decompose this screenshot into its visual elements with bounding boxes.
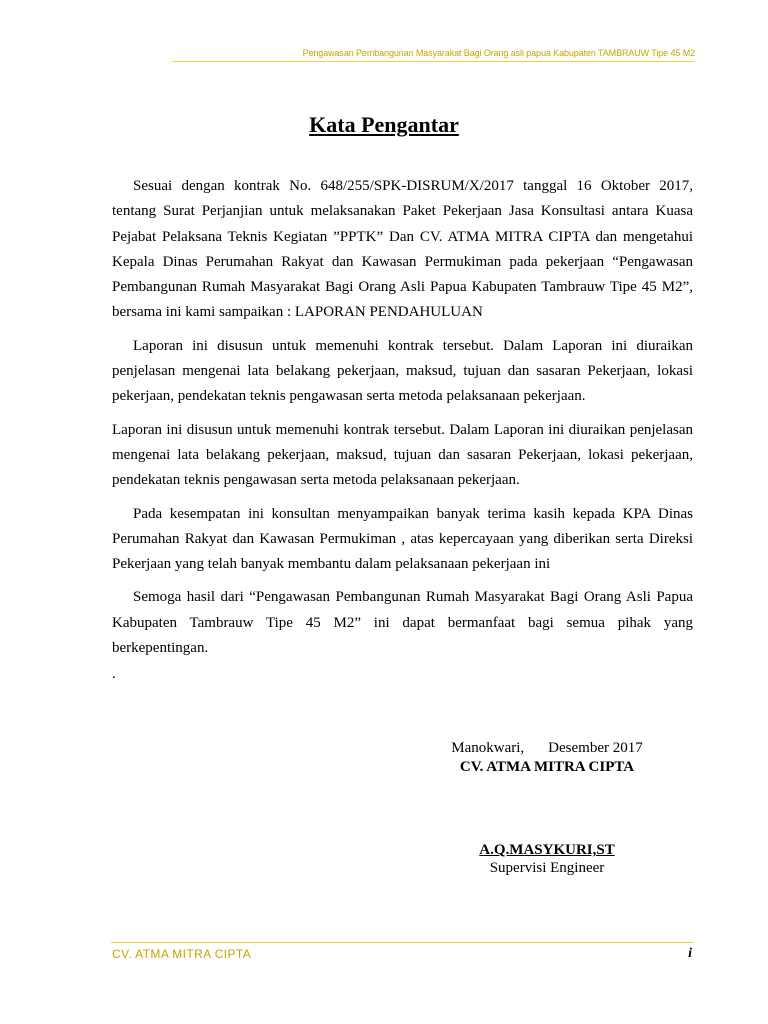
signature-date: Desember 2017 (548, 740, 643, 756)
running-header-text: Pengawasan Pembangunan Masyarakat Bagi Orang asli papua Kabupaten TAMBRAUW Tipe 45 M2 (302, 48, 695, 58)
body-text (112, 174, 693, 669)
paragraph-report-purpose-repeat: Laporan ini disusun untuk memenuhi kontrak tersebut. Dalam Laporan ini diuraikan penjelasan mengenai lata belakang pekerjaan, maksud, tujuan dan sasaran Pekerjaan, lokasi pekerjaan, pendekatan teknis pengawasan serta metoda pelaksanaan pekerjaan. (112, 421, 693, 489)
trailing-dot: . (112, 666, 116, 682)
signatory-role: Supervisi Engineer (489, 860, 605, 876)
paragraph-report-purpose: Laporan ini disusun untuk memenuhi kontrak tersebut. Dalam Laporan ini diuraikan penjelasan mengenai lata belakang pekerjaan, maksud, tujuan dan sasaran Pekerjaan, lokasi pekerjaan, pendekatan teknis pengawasan serta metoda pelaksanaan pekerjaan. (112, 337, 693, 405)
page-number: i (688, 946, 692, 961)
footer-divider (111, 942, 694, 943)
header-divider (172, 61, 695, 62)
footer-company: CV. ATMA MITRA CIPTA (112, 947, 252, 961)
page-title: Kata Pengantar (309, 112, 459, 137)
signature-place-date (440, 740, 654, 757)
signature-company: CV. ATMA MITRA CIPTA (459, 759, 635, 775)
signatory-name: A.Q.MASYKURI,ST (479, 842, 615, 858)
paragraph-thanks: Pada kesempatan ini konsultan menyampaikan banyak terima kasih kepada KPA Dinas Perumahan Rakyat dan Kawasan Permukiman , atas kepercayaan yang diberikan serta Direksi Pekerjaan yang telah banyak membantu dalam pelaksanaan pekerjaan ini (112, 505, 693, 573)
signature-place: Manokwari, (451, 740, 525, 756)
paragraph-closing: Semoga hasil dari “Pengawasan Pembangunan Rumah Masyarakat Bagi Orang Asli Papua Kabupaten Tambrauw Tipe 45 M2” ini dapat bermanfaat bagi semua pihak yang berkepentingan. (112, 589, 693, 657)
paragraph-intro: Sesuai dengan kontrak No. 648/255/SPK-DISRUM/X/2017 tanggal 16 Oktober 2017, tentang Surat Perjanjian untuk melaksanakan Paket Pekerjaan Jasa Konsultasi antara Kuasa Pejabat Pelaksana Teknis Kegiatan ”PPTK” Dan CV. ATMA MITRA CIPTA dan mengetahui Kepala Dinas Perumahan Rakyat dan Kawasan Permukiman pada pekerjaan “Pengawasan Pembangunan Rumah Masyarakat Bagi Orang Asli Papua Kabupaten Tambrauw Tipe 45 M2”, bersama ini kami sampaikan : LAPORAN PENDAHULUAN (112, 178, 693, 321)
